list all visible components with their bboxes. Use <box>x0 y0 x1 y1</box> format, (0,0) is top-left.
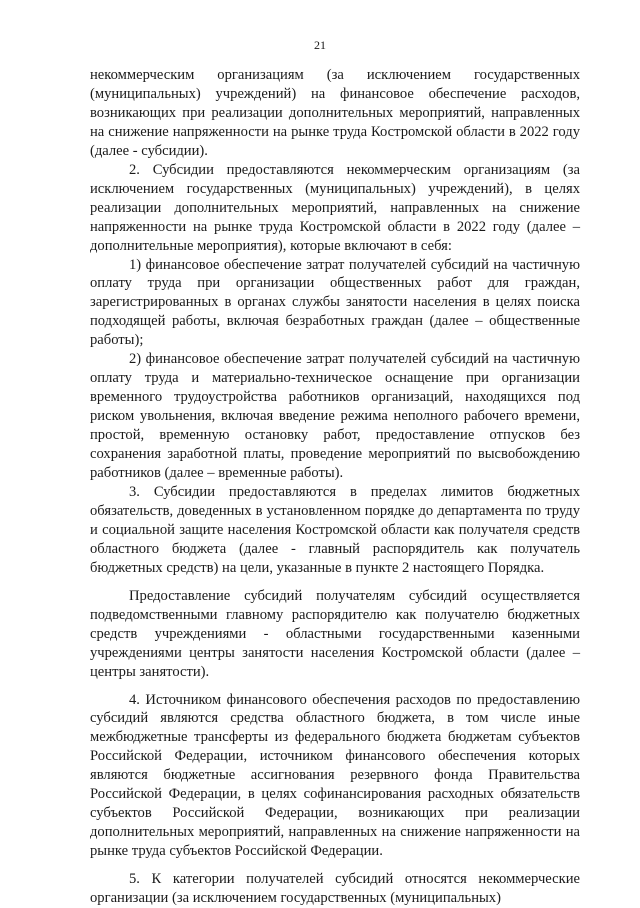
paragraph-item-3: 3. Субсидии предоставляются в пределах лимитов бюджетных обязательств, доведенных в установленном порядке до департамента по труду и социальной защите населения Костромской области как получателя средств областного бюджета (далее - главный распорядитель как получатель бюджетных средств) на цели, указанные в пункте 2 настоящего Порядка. <box>90 483 580 576</box>
paragraph-subitem-2: 2) финансовое обеспечение затрат получателей субсидий на частичную оплату труда и материально-техническое оснащение при организации временного трудоустройства работников организаций, находящихся под риском увольнения, включая введение режима неполного рабочего времени, простой, временную остановку работ, предоставление отпусков без сохранения заработной платы, проведение мероприятий по высвобождению работников (далее – временные работы). <box>90 351 580 482</box>
paragraph-item-2: 2. Субсидии предоставляются некоммерческим организациям (за исключением государственных (муниципальных) учреждений), в целях реализации дополнительных мероприятий, направленных на снижение напряженности на рынке труда Костромской области в 2022 году (далее – дополнительные мероприятия), которые включают в себя: <box>90 161 580 254</box>
paragraph-subitem-1: 1) финансовое обеспечение затрат получателей субсидий на частичную оплату труда при организации общественных работ для граждан, зарегистрированных в органах службы занятости населения в целях поиска подходящей работы, включая безработных граждан (далее – общественные работы); <box>90 256 580 349</box>
paragraph-provision: Предоставление субсидий получателям субсидий осуществляется подведомственными главному распорядителю как получателю бюджетных средств учреждениями - областными государственными казенными учреждениями центры занятости населения Костромской области (далее – центры занятости). <box>90 587 580 680</box>
page-number: 21 <box>314 38 326 52</box>
document-body <box>90 66 580 908</box>
paragraph-continuation: некоммерческим организациям (за исключением государственных (муниципальных) учреждений) на финансовое обеспечение расходов, возникающих при реализации дополнительных мероприятий, направленных на снижение напряженности на рынке труда Костромской области в 2022 году (далее - субсидии). <box>90 67 580 159</box>
paragraph-item-4: 4. Источником финансового обеспечения расходов по предоставлению субсидий являются средства областного бюджета, в том числе иные межбюджетные трансферты из федерального бюджета бюджетам субъектов Российской Федерации, источником финансового обеспечения которых являются бюджетные ассигнования резервного фонда Правительства Российской Федерации, в целях софинансирования расходных обязательств субъектов Российской Федерации, возникающих при реализации дополнительных мероприятий, направленных на снижение напряженности на рынке труда субъектов Российской Федерации. <box>90 691 580 860</box>
paragraph-item-5: 5. К категории получателей субсидий относятся некоммерческие организации (за исключением государственных (муниципальных) <box>90 871 580 907</box>
